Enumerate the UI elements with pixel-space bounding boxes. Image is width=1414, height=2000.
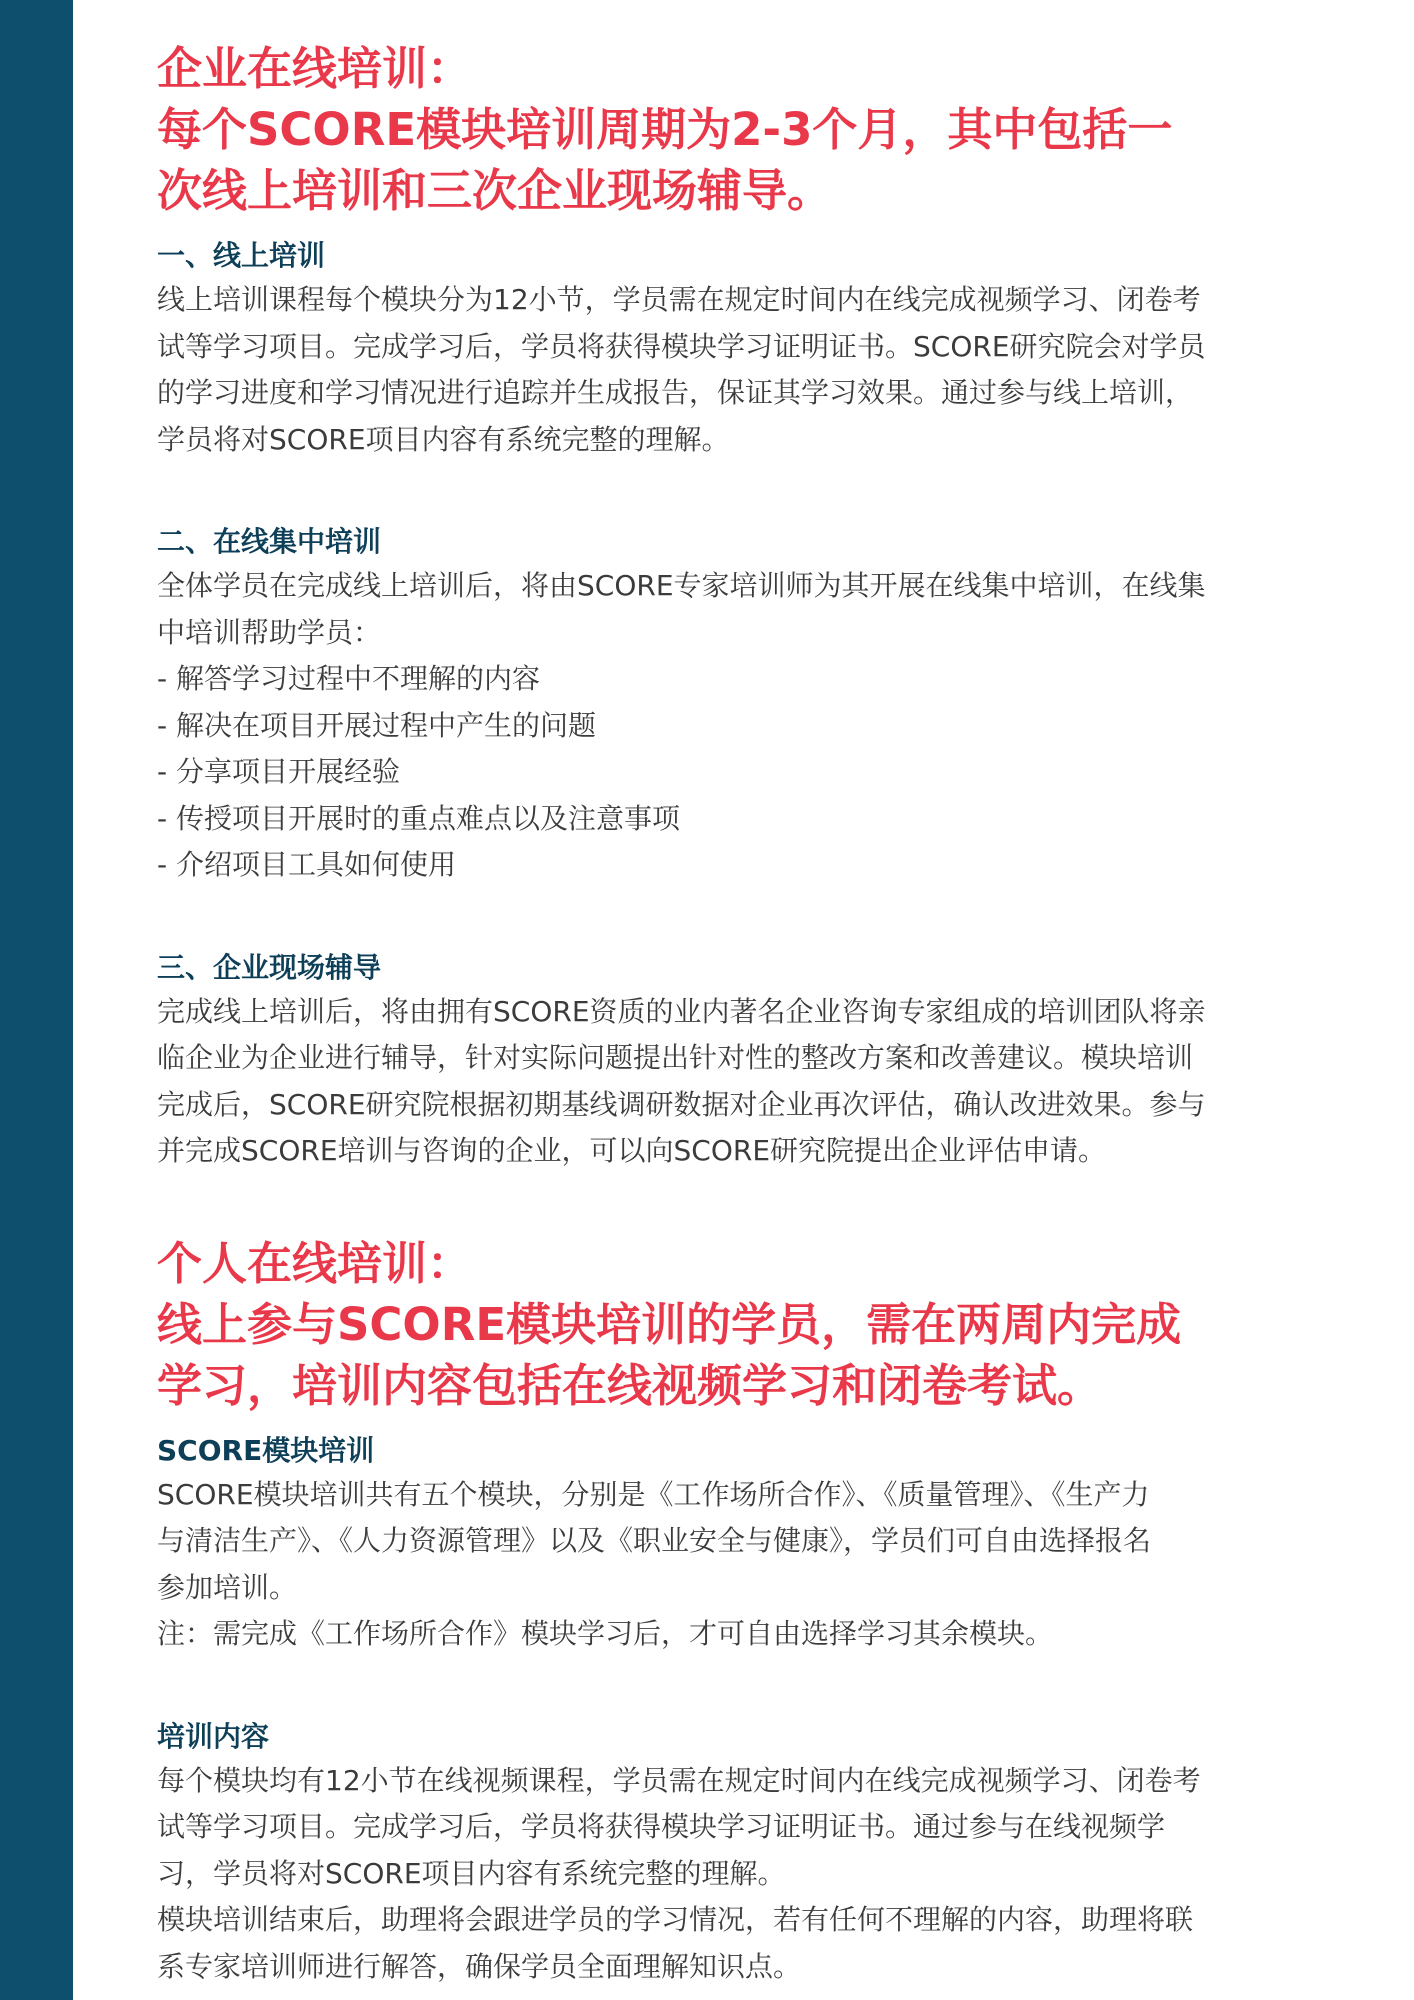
page-content xyxy=(157,38,1337,1990)
personal-heading-line: 线上参与SCORE模块培训的学员，需在两周内完成 xyxy=(157,1297,1182,1351)
note-line: 注：需完成《工作场所合作》模块学习后，才可自由选择学习其余模块。 xyxy=(157,1617,1054,1650)
text-line: 完成线上培训后，将由拥有SCORE资质的业内著名企业咨询专家组成的培训团队将亲 xyxy=(157,994,1206,1028)
text-line: 参加培训。 xyxy=(157,1570,298,1604)
text-line: 每个模块均有12小节在线视频课程，学员需在规定时间内在线完成视频学习、闭卷考 xyxy=(157,1763,1201,1797)
list-item: - 介绍项目工具如何使用 xyxy=(157,848,457,881)
personal-heading-line: 个人在线培训： xyxy=(157,1236,473,1290)
list-item: - 分享项目开展经验 xyxy=(157,755,401,788)
training-content-text xyxy=(157,1758,1337,1991)
text-line: SCORE模块培训共有五个模块，分别是《工作场所合作》、《质量管理》、《生产力 xyxy=(157,1477,1150,1511)
text-line: 系专家培训师进行解答，确保学员全面理解知识点。 xyxy=(157,1949,802,1983)
text-line: 全体学员在完成线上培训后，将由SCORE专家培训师为其开展在线集中培训，在线集 xyxy=(157,569,1206,602)
text-line: 学员将对SCORE项目内容有系统完整的理解。 xyxy=(157,422,730,456)
text-line: 与清洁生产》、《人力资源管理》以及《职业安全与健康》，学员们可自由选择报名 xyxy=(157,1524,1152,1557)
enterprise-heading-line: 每个SCORE模块培训周期为2-3个月，其中包括一 xyxy=(157,103,1173,156)
list-item: - 解决在项目开展过程中产生的问题 xyxy=(157,708,597,742)
list-item: - 解答学习过程中不理解的内容 xyxy=(157,662,541,695)
training-content-title: 培训内容 xyxy=(157,1719,270,1753)
list-item: - 传授项目开展时的重点难点以及注意事项 xyxy=(157,801,681,835)
personal-heading-line: 学习，培训内容包括在线视频学习和闭卷考试。 xyxy=(157,1358,1103,1412)
text-line: 试等学习项目。完成学习后，学员将获得模块学习证明证书。通过参与在线视频学 xyxy=(157,1810,1166,1843)
onsite-coaching-text xyxy=(157,989,1337,1175)
enterprise-heading-line: 企业在线培训： xyxy=(157,42,473,95)
text-line: 模块培训结束后，助理将会跟进学员的学习情况，若有任何不理解的内容，助理将联 xyxy=(157,1903,1194,1936)
module-training-text xyxy=(157,1472,1337,1658)
text-line: 完成后，SCORE研究院根据初期基线调研数据对企业再次评估，确认改进效果。参与 xyxy=(157,1087,1206,1121)
centralized-training-text xyxy=(157,563,1337,656)
personal-heading xyxy=(157,1233,1337,1416)
centralized-training-list xyxy=(157,656,1337,889)
text-line: 习，学员将对SCORE项目内容有系统完整的理解。 xyxy=(157,1856,786,1890)
text-line: 临企业为企业进行辅导，针对实际问题提出针对性的整改方案和改善建议。模块培训 xyxy=(157,1041,1194,1074)
text-line: 并完成SCORE培训与咨询的企业，可以向SCORE研究院提出企业评估申请。 xyxy=(157,1134,1107,1167)
text-line: 中培训帮助学员： xyxy=(157,615,382,649)
online-training-title: 一、线上培训 xyxy=(157,239,326,272)
enterprise-heading xyxy=(157,38,1337,221)
online-training-text xyxy=(157,277,1337,463)
module-training-title: SCORE模块培训 xyxy=(157,1433,375,1467)
text-line: 试等学习项目。完成学习后，学员将获得模块学习证明证书。SCORE研究院会对学员 xyxy=(157,329,1206,363)
enterprise-heading-line: 次线上培训和三次企业现场辅导。 xyxy=(157,164,833,217)
onsite-coaching-title: 三、企业现场辅导 xyxy=(157,950,382,984)
left-sidebar-stripe xyxy=(0,0,73,2000)
text-line: 线上培训课程每个模块分为12小节，学员需在规定时间内在线完成视频学习、闭卷考 xyxy=(157,283,1201,316)
centralized-training-title: 二、在线集中培训 xyxy=(157,525,382,558)
text-line: 的学习进度和学习情况进行追踪并生成报告，保证其学习效果。通过参与线上培训， xyxy=(157,376,1194,409)
